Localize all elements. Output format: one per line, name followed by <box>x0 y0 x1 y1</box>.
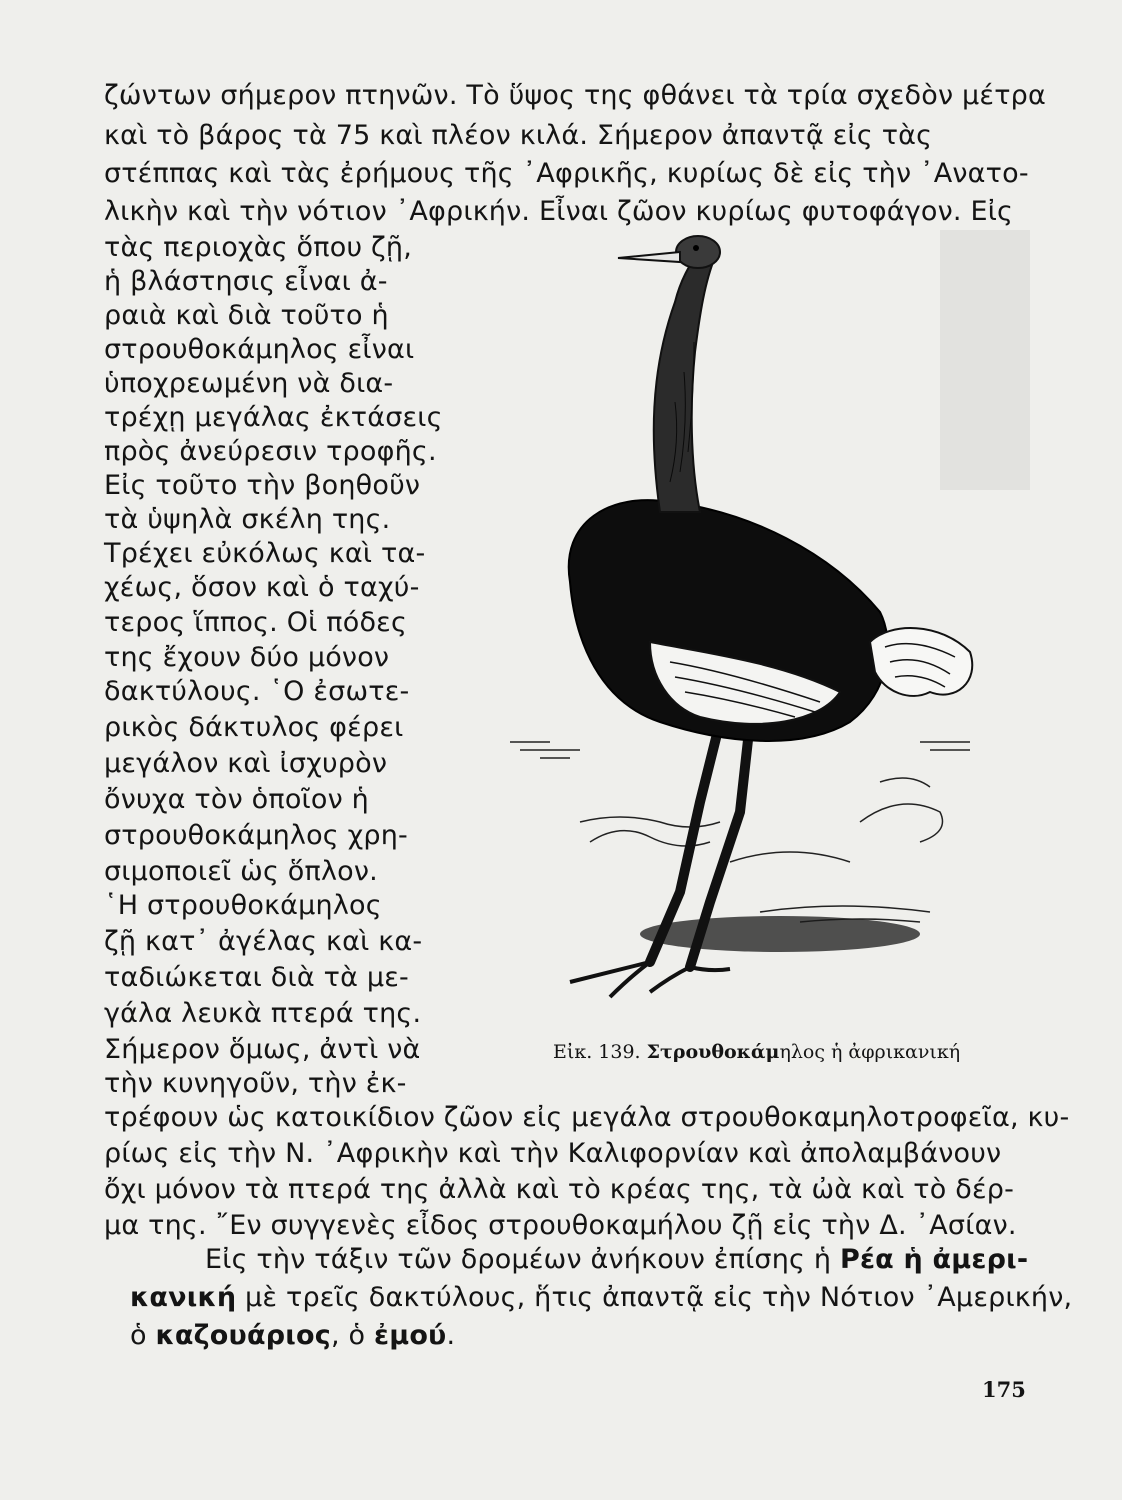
text-line: τὴν κυνηγοῦν, τὴν ἐκ- <box>104 1068 407 1099</box>
text-line: Σήμερον ὅμως, ἀντὶ νὰ <box>104 1034 421 1065</box>
text-line: τὰς περιοχὰς ὅπου ζῇ, <box>104 232 413 263</box>
text-line: ζώντων σήμερον πτηνῶν. Τὸ ὕψος της φθάνει τὰ τρία σχεδὸν μέτρα <box>104 80 1047 111</box>
text-line: ρικὸς δάκτυλος φέρει <box>104 712 404 743</box>
text-line: ῾Η στρουθοκάμηλος <box>104 890 382 921</box>
text-line: στρουθοκάμηλος εἶναι <box>104 334 415 365</box>
text-line: τρέφουν ὡς κατοικίδιον ζῶον εἰς μεγάλα στρουθοκαμηλοτροφεῖα, κυ- <box>104 1102 1070 1133</box>
text-line: στέππας καὶ τὰς ἐρήμους τῆς ᾿Αφρικῆς, κυρίως δὲ εἰς τὴν ᾿Ανατο- <box>104 158 1029 189</box>
text-line: μεγάλον καὶ ἰσχυρὸν <box>104 748 388 779</box>
text-line: χέως, ὅσον καὶ ὁ ταχύ- <box>104 572 420 603</box>
species-name: ἐμού <box>374 1320 447 1351</box>
text-line: της ἔχουν δύο μόνον <box>104 642 390 673</box>
text-line: γάλα λευκὰ πτερά της. <box>104 998 422 1029</box>
figure-caption <box>553 1040 1013 1064</box>
text-line: δακτύλους. ῾Ο ἐσωτε- <box>104 676 410 707</box>
text-line: Τρέχει εὐκόλως καὶ τα- <box>104 538 426 569</box>
text-line: πρὸς ἀνεύρεσιν τροφῆς. <box>104 436 437 467</box>
text-line: ρίως εἰς τὴν Ν. ᾿Αφρικὴν καὶ τὴν Καλιφορνίαν καὶ ἀπολαμβάνουν <box>104 1138 1002 1169</box>
text-line <box>205 1242 1029 1278</box>
text-line: ὄνυχα τὸν ὁποῖον ἡ <box>104 784 369 815</box>
species-name: καζουάριος <box>155 1320 331 1351</box>
text-line: ραιὰ καὶ διὰ τοῦτο ἡ <box>104 300 389 331</box>
text-line: ταδιώκεται διὰ τὰ με- <box>104 962 409 993</box>
caption-rest: ηλος ἡ ἀφρικανική <box>779 1041 961 1063</box>
text-line <box>130 1318 1050 1354</box>
ostrich-engraving-icon <box>500 222 1020 1012</box>
text-line: μα της. ῎Εν συγγενὲς εἶδος στρουθοκαμήλου ζῇ εἰς τὴν Δ. ᾿Ασίαν. <box>104 1210 1017 1241</box>
text-span: μὲ τρεῖς δακτύλους, ἥτις ἀπαντᾷ εἰς τὴν Νότιον ᾿Αμερικήν, <box>236 1282 1073 1313</box>
text-line: στρουθοκάμηλος χρη- <box>104 820 409 851</box>
caption-bold: Στρουθοκάμ <box>646 1041 780 1063</box>
text-line: ὑποχρεωμένη νὰ δια- <box>104 368 394 399</box>
species-name: Ρέα ἡ ἀμερι- <box>839 1244 1029 1275</box>
text-line: ζῇ κατ᾿ ἀγέλας καὶ κα- <box>104 926 423 957</box>
caption-prefix: Εἰκ. 139. <box>553 1041 647 1063</box>
text-span: . <box>446 1320 456 1351</box>
page-number: 175 <box>982 1377 1026 1402</box>
text-line <box>130 1280 1073 1316</box>
text-line: τρέχῃ μεγάλας ἐκτάσεις <box>104 402 443 433</box>
species-name: κανική <box>130 1282 237 1313</box>
text-line: καὶ τὸ βάρος τὰ 75 καὶ πλέον κιλά. Σήμερον ἀπαντᾷ εἰς τὰς <box>104 120 933 151</box>
text-span: Εἰς τὴν τάξιν τῶν δρομέων ἀνήκουν ἐπίσης ἡ <box>205 1244 840 1275</box>
text-line: ἡ βλάστησις εἶναι ἀ- <box>104 266 388 297</box>
text-line: ὄχι μόνον τὰ πτερά της ἀλλὰ καὶ τὸ κρέας της, τὰ ὠὰ καὶ τὸ δέρ- <box>104 1174 1015 1205</box>
text-line: τερος ἵππος. Οἱ πόδες <box>104 607 408 638</box>
text-line: λικὴν καὶ τὴν νότιον ᾿Αφρικήν. Εἶναι ζῶον κυρίως φυτοφάγον. Εἰς <box>104 196 1014 227</box>
text-line: τὰ ὑψηλὰ σκέλη της. <box>104 504 391 535</box>
text-span: , ὁ <box>330 1320 375 1351</box>
text-line: Εἰς τοῦτο τὴν βοηθοῦν <box>104 470 421 501</box>
text-span: ὁ <box>130 1320 156 1351</box>
text-line: σιμοποιεῖ ὡς ὅπλον. <box>104 856 378 887</box>
